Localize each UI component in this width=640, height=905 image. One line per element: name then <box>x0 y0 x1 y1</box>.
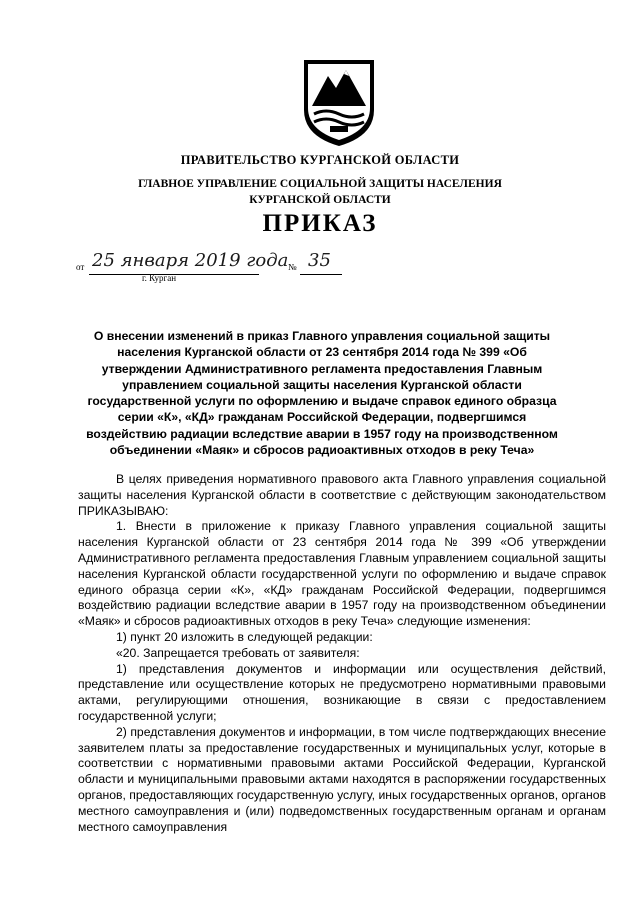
number-underline <box>300 274 342 275</box>
date-prefix: от <box>76 262 85 272</box>
body-paragraph-clause-20-1: 1) представления документов и информации или осуществления действий, представление или осуществление которых не предусмотрено нормативными правовыми актами, регулирующими отношения, возникающие в связи с предоставлением государственной услуги; <box>78 661 606 723</box>
handwritten-number: 35 <box>308 250 331 271</box>
city-label: г. Курган <box>142 273 177 283</box>
order-body-text <box>78 472 606 835</box>
body-paragraph-clause-20-2: 2) представления документов и информации, в том числе подтверждающих внесение заявителем платы за предоставление государственных и муниципальных услуг, которые в соответствии с нормативными правовыми актами Российской Федерации, Курганской области и муниципальными правовыми актами находятся в распоряжении государственных органов, предоставляющих государственную услугу, иных государственных органов, органов местного самоуправления и (или) подведомственных государственным органам и органам местного самоуправления <box>78 724 606 834</box>
department-name-line1: ГЛАВНОЕ УПРАВЛЕНИЕ СОЦИАЛЬНОЙ ЗАЩИТЫ НАСЕЛЕНИЯ <box>138 178 502 190</box>
body-paragraph-subitem-1: 1) пункт 20 изложить в следующей редакции: <box>116 629 373 644</box>
department-name-line2: КУРГАНСКОЙ ОБЛАСТИ <box>249 194 391 206</box>
handwritten-date: 25 января 2019 года <box>92 250 289 271</box>
kurgan-coat-of-arms-icon <box>300 58 378 148</box>
number-prefix: № <box>288 262 297 272</box>
body-paragraph-item-1: 1. Внести в приложение к приказу Главного управления социальной защиты населения Курганской области от 23 сентября 2014 года № 399 «Об утверждении Административного регламента предоставления Главным управлением социальной защиты населения Курганской области государственной услуги по оформлению и выдаче справок единого образца серии «К», «КД» гражданам Российской Федерации, подвергшимся воздействию радиации вследствие аварии в 1957 году на производственном объединении «Маяк» и сбросов радиоактивных отходов в реку Теча» следующие изменения: <box>78 519 606 629</box>
document-type-title: ПРИКАЗ <box>262 210 378 237</box>
date-number-row <box>76 252 376 276</box>
body-paragraph-clause-20: «20. Запрещается требовать от заявителя: <box>116 645 360 660</box>
government-name: ПРАВИТЕЛЬСТВО КУРГАНСКОЙ ОБЛАСТИ <box>180 153 460 167</box>
body-paragraph-preamble: В целях приведения нормативного правового акта Главного управления социальной защиты населения Курганской области в соответствие с действующим законодательством ПРИКАЗЫВАЮ: <box>78 472 606 518</box>
order-subject-heading: О внесении изменений в приказ Главного управления социальной защиты населения Курганской области от 23 сентября 2014 года № 399 «Об утверждении Административного регламента предоставления Главным управлением социальной защиты населения Курганской области государственной услуги по оформлению и выдаче справок единого образца серии «К», «КД» гражданам Российской Федерации, подвергшимся воздействию радиации вследствие аварии в 1957 году на производственном объединении «Маяк» и сбросов радиоактивных отходов в реку Теча» <box>86 329 558 458</box>
